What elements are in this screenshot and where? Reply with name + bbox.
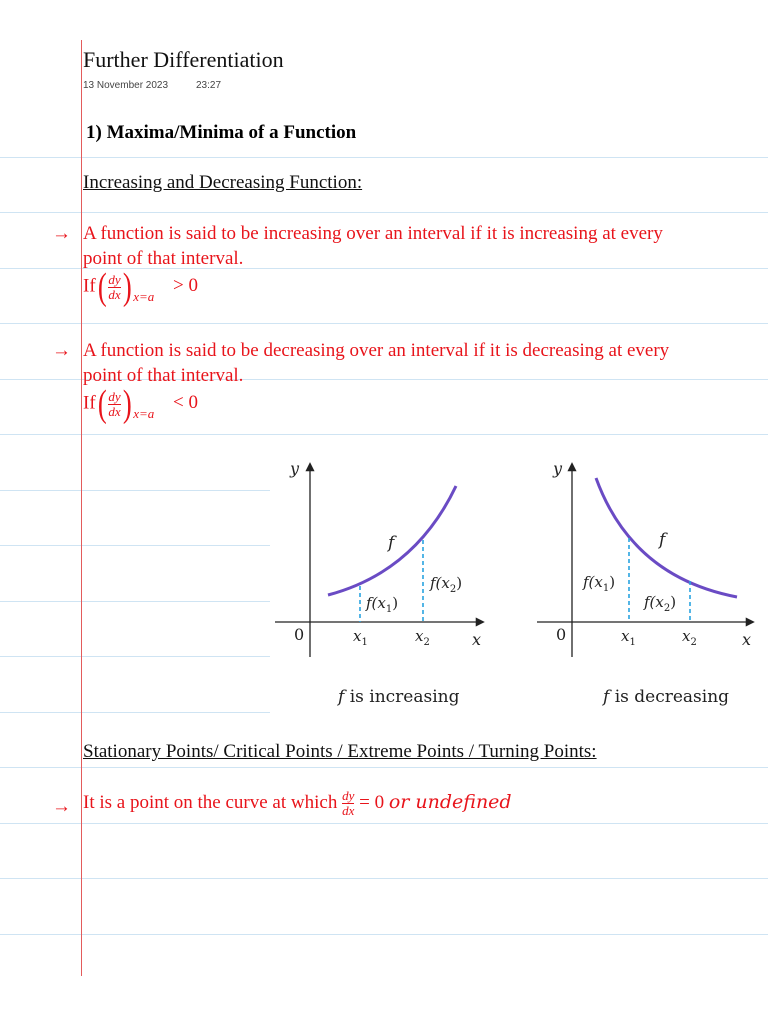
section-heading: 1) Maxima/Minima of a Function (86, 122, 357, 143)
left-paren: ( (97, 266, 107, 308)
right-paren: ) (122, 383, 132, 425)
origin-label: 0 (556, 625, 567, 644)
x1-label: $x_1$ (353, 627, 368, 648)
margin-line (81, 40, 82, 976)
fx1-label: $f(x_1)$ (366, 594, 399, 615)
frac-numerator: dy (108, 271, 121, 287)
fx1-label: $f(x_1)$ (583, 573, 616, 594)
monotonic-functions-figure (270, 452, 768, 718)
ruled-line (0, 823, 768, 824)
ruled-line (0, 212, 768, 213)
page-title[interactable]: Further Differentiation (83, 47, 284, 72)
x2-label: $x_2$ (682, 627, 697, 648)
curve-label: f (388, 533, 395, 553)
page-time: 23:27 (196, 80, 222, 91)
origin-label: 0 (294, 625, 305, 644)
increasing-line2: point of that interval. (83, 248, 244, 269)
derivative-fraction (108, 273, 120, 302)
increasing-condition (83, 268, 198, 306)
ruled-line (0, 157, 768, 158)
decreasing-line2: point of that interval. (83, 365, 244, 386)
inequality: > 0 (173, 275, 199, 297)
page-date: 13 November 2023 (83, 80, 169, 91)
curve-label: f (659, 530, 666, 550)
or-undefined: or undefined (388, 790, 512, 813)
increasing-line1: A function is said to be increasing over an interval if it is increasing at every (83, 223, 663, 244)
if-label: If (83, 275, 96, 297)
increasing-caption: f is increasing (338, 687, 460, 707)
frac-denominator: dx (108, 403, 121, 419)
x-axis-label: x (472, 630, 482, 649)
x1-label: $x_1$ (621, 627, 636, 648)
left-paren: ( (97, 383, 107, 425)
arrow-icon: → (52, 223, 71, 244)
inequality: < 0 (173, 392, 199, 414)
stationary-text: It is a point on the curve at which (83, 791, 338, 813)
ruled-line (0, 878, 768, 879)
frac-denominator: dx (108, 286, 121, 302)
x2-label: $x_2$ (415, 627, 430, 648)
subscript: x=a (133, 289, 155, 305)
right-paren: ) (122, 266, 132, 308)
derivative-fraction (108, 390, 120, 419)
subscript: x=a (133, 406, 155, 422)
frac-numerator: dy (108, 388, 121, 404)
ruled-line (0, 323, 768, 324)
frac-numerator: dy (342, 788, 355, 803)
frac-denominator: dx (342, 803, 355, 818)
y-axis-label: y (553, 459, 563, 478)
decreasing-condition (83, 385, 198, 423)
arrow-icon: → (52, 340, 71, 361)
arrow-icon: → (52, 796, 71, 817)
x-axis-label: x (742, 630, 752, 649)
ruled-line (0, 934, 768, 935)
decreasing-line1: A function is said to be decreasing over an interval if it is decreasing at every (83, 340, 670, 361)
derivative-fraction (342, 789, 354, 818)
equals-zero: = 0 (359, 791, 385, 813)
ruled-line (0, 434, 768, 435)
y-axis-label: y (290, 459, 300, 478)
if-label: If (83, 392, 96, 414)
ruled-line (0, 767, 768, 768)
section-subheading: Increasing and Decreasing Function: (83, 172, 363, 193)
fx2-label: $f(x_2)$ (644, 593, 677, 614)
decreasing-caption: f is decreasing (603, 687, 730, 707)
stationary-heading: Stationary Points/ Critical Points / Extreme Points / Turning Points: (83, 741, 597, 762)
stationary-definition (83, 789, 512, 818)
fx2-label: $f(x_2)$ (430, 574, 463, 595)
